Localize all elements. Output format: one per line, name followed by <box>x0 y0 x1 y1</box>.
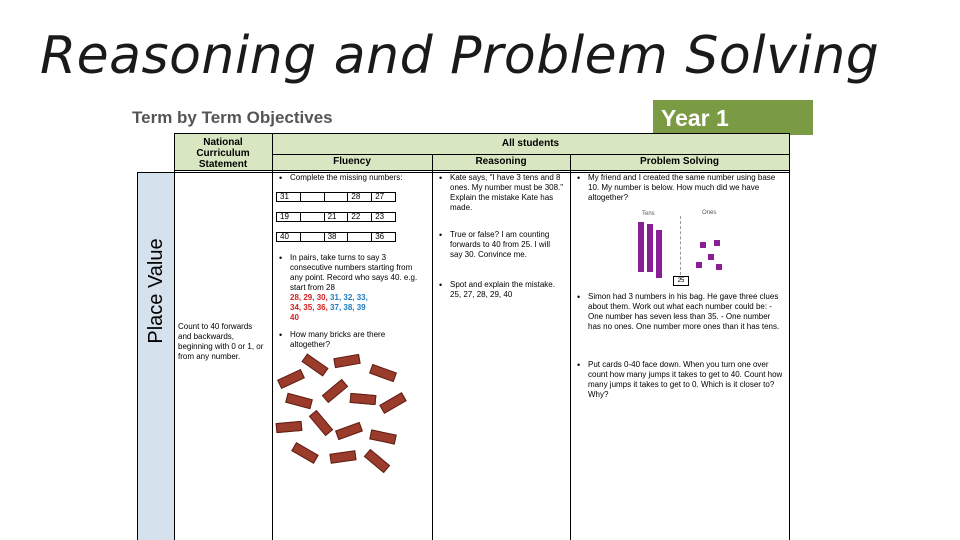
header-reasoning: Reasoning <box>432 154 570 170</box>
reasoning-spot-mistake: • Spot and explain the mistake. 25, 27, 28, 29, 40 <box>436 280 566 300</box>
header-problem-solving: Problem Solving <box>570 154 789 170</box>
brick <box>329 450 356 464</box>
number-row-2: 19 21 22 23 <box>276 212 396 222</box>
problem-friend: • My friend and I created the same number using base 10. My number is below. How much did we have altogether? <box>574 173 784 203</box>
one-cube <box>708 254 714 260</box>
grid-line <box>272 154 789 155</box>
header-fluency: Fluency <box>272 154 432 170</box>
brick <box>369 429 397 444</box>
ones-label: Ones <box>702 210 717 216</box>
number-row-3: 40 38 36 <box>276 232 396 242</box>
grid-line <box>174 170 789 171</box>
brick <box>291 442 319 464</box>
brick <box>276 421 303 433</box>
number-row-1: 31 28 27 <box>276 192 396 202</box>
brick <box>322 379 348 403</box>
brick <box>350 393 377 405</box>
header-all-students: All students <box>272 134 789 154</box>
ten-rod <box>647 224 653 272</box>
brick <box>277 369 305 389</box>
grid-line <box>174 133 789 134</box>
curriculum-statement: Count to 40 forwards and backwards, beginning with 0 or 1, or from any number. <box>178 322 264 361</box>
one-cube <box>696 262 702 268</box>
grid-line <box>137 172 138 540</box>
brick <box>369 364 397 382</box>
tens-label: Tens <box>642 211 655 217</box>
brick <box>285 393 313 409</box>
fluency-pairs: • In pairs, take turns to say 3 consecutive numbers starting from any point. Record who says 40. e.g. start from 28 28, 29, 30, 31, 32, 33, 34, 35, 36, 37, 38, 39 40 <box>276 253 426 323</box>
header-national-curriculum: National Curriculum Statement <box>174 134 272 170</box>
one-cube <box>700 242 706 248</box>
one-cube <box>714 240 720 246</box>
bricks-picture <box>274 352 414 472</box>
grid-line <box>432 154 433 540</box>
side-label: Place Value <box>145 238 167 344</box>
place-value-divider <box>680 216 682 280</box>
document-heading: Term by Term Objectives <box>132 108 333 127</box>
reasoning-kate: • Kate says, "I have 3 tens and 8 ones. My number must be 308." Explain the mistake Kate has made. <box>436 173 564 213</box>
number-25-box: 25 <box>673 276 689 286</box>
slide-title: Reasoning and Problem Solving <box>40 26 880 86</box>
grid-line <box>789 133 790 540</box>
problem-simon: • Simon had 3 numbers in his bag. He gave three clues about them. Work out what each number could be: - One number has seven less than 35. - One number has no ones. One number more ones than it has tens. <box>574 292 784 332</box>
grid-line <box>570 154 571 540</box>
brick <box>335 422 363 440</box>
ten-rod <box>656 230 662 278</box>
brick <box>364 449 390 473</box>
grid-line <box>272 133 273 540</box>
ten-rod <box>638 222 644 272</box>
year-badge: Year 1 <box>653 100 813 135</box>
one-cube <box>716 264 722 270</box>
grid-line <box>174 133 175 540</box>
brick <box>301 353 328 376</box>
brick <box>309 410 333 436</box>
fluency-bricks-question: • How many bricks are there altogether? <box>276 330 402 350</box>
problem-cards: • Put cards 0-40 face down. When you turn one over count how many jumps it takes to get to 40. Count how many jumps it takes to get to 0. Which is it closer to? Why? <box>574 360 784 400</box>
brick <box>379 392 407 414</box>
brick <box>333 354 360 368</box>
reasoning-true-false: • True or false? I am counting forwards to 40 from 25. I will say 30. Convince me. <box>436 230 564 260</box>
fluency-missing-numbers: • Complete the missing numbers: <box>276 173 426 183</box>
